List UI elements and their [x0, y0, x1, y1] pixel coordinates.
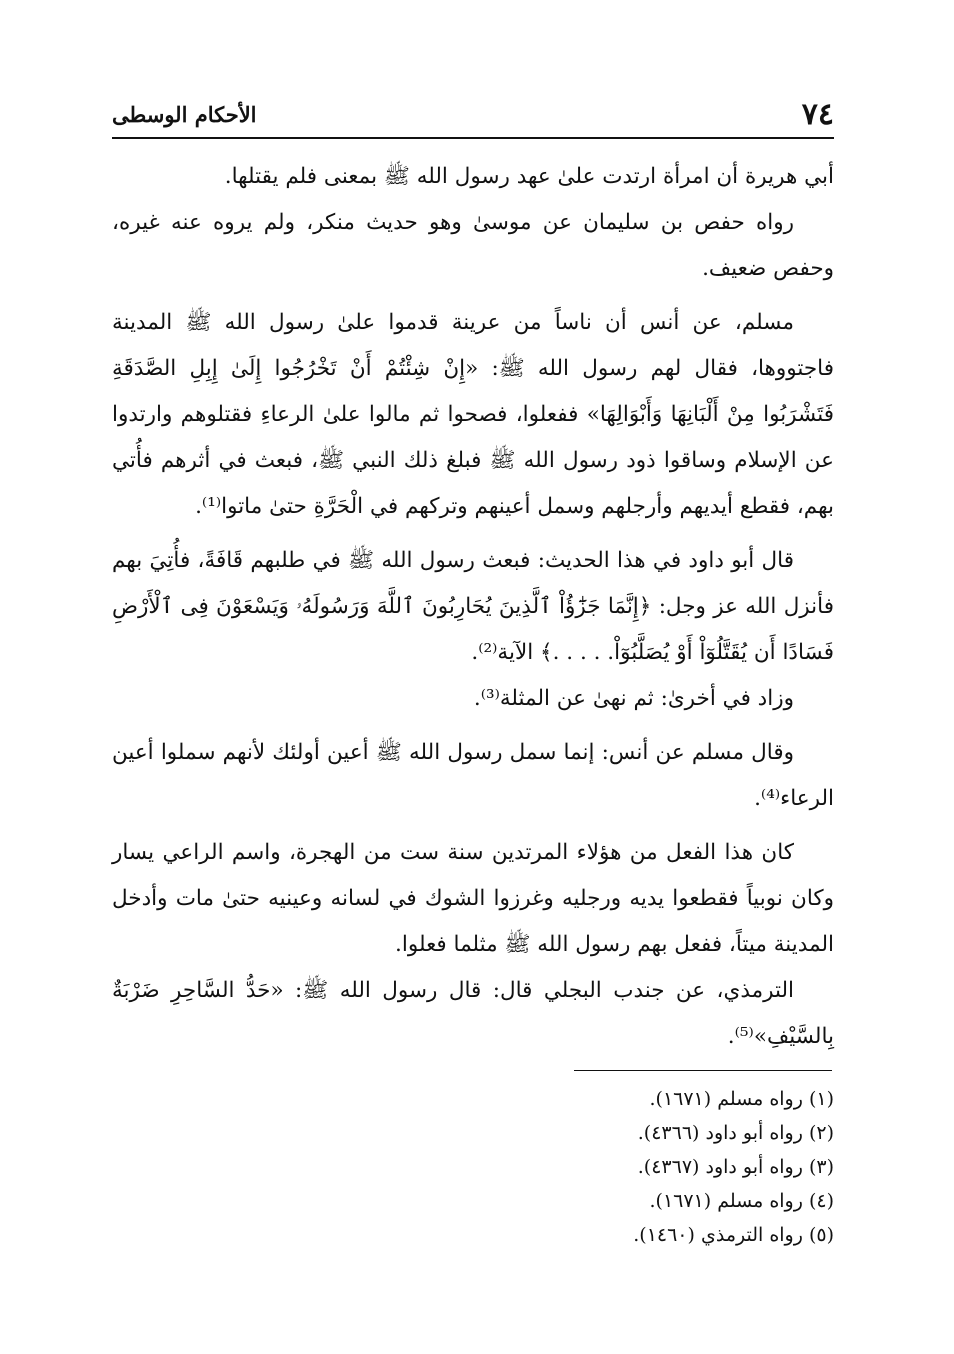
- main-text: [112, 154, 834, 1060]
- footnote: (٣) رواه أبو داود (٤٣٦٧).: [637, 1156, 834, 1178]
- paragraph: رواه حفص بن سليمان عن موسىٰ وهو حديث منكر، ولم يروه عنه غيره، وحفص ضعيف.: [112, 210, 834, 281]
- paragraph: كان هذا الفعل من هؤلاء المرتدين سنة ست من الهجرة، واسم الراعي يسار وكان نوبياً فقطعوا يديه ورجليه وغرزوا الشوك في لسانه وعينيه حتىٰ مات وأدخل المدينة ميتاً، ففعل بهم رسول الله ﷺ مثلما فعلوا.: [112, 840, 834, 957]
- paragraph: وزاد في أخرىٰ: ثم نهىٰ عن المثلة⁽³⁾.: [473, 686, 794, 711]
- paragraph: قال أبو داود في هذا الحديث: فبعث رسول الله ﷺ في طلبهم قَافَةً، فأُتِيَ بهم فأنزل الله عز وجل: ﴿إِنَّمَا جَزَٰٓؤُاْ ٱلَّذِينَ يُحَارِبُونَ ٱللَّهَ وَرَسُولَهُۥ وَيَسْعَوْنَ فِى ٱلْأَرْضِ فَسَادًا أَن يُقَتَّلُوٓاْ أَوْ يُصَلَّبُوٓاْ. . . . .﴾ الآية⁽²⁾.: [112, 548, 834, 665]
- running-title: الأحكام الوسطى: [112, 102, 257, 127]
- footnotes: [434, 1082, 834, 1252]
- page-number: ٧٤: [801, 97, 834, 132]
- paragraph: الترمذي، عن جندب البجلي قال: قال رسول الله ﷺ: «حَدُّ السَّاحِرِ ضَرْبَةٌ بِالسَّيْفِ»⁽⁵⁾.: [112, 978, 834, 1049]
- page-header: [112, 95, 834, 139]
- paragraph: أبي هريرة أن امرأة ارتدت علىٰ عهد رسول الله ﷺ بمعنى فلم يقتلها.: [224, 164, 834, 189]
- paragraph: وقال مسلم عن أنس: إنما سمل رسول الله ﷺ أعين أولئك لأنهم سملوا أعين الرعاء⁽⁴⁾.: [112, 740, 834, 811]
- footnote: (٢) رواه أبو داود (٤٣٦٦).: [637, 1122, 834, 1144]
- footnote-divider: [574, 1070, 832, 1071]
- footnote: (٤) رواه مسلم (١٦٧١).: [649, 1190, 834, 1212]
- footnote: (٥) رواه الترمذي (١٤٦٠).: [633, 1224, 834, 1246]
- paragraph: مسلم، عن أنس أن ناساً من عرينة قدموا علىٰ رسول الله ﷺ المدينة فاجتووها، فقال لهم رسول الله ﷺ: «إِنْ شِئْتُمْ أَنْ تَخْرُجُوا إِلَىٰ إِبِلِ الصَّدَقَةِ فَتَشْرَبُوا مِنْ أَلْبَانِهَا وَأَبْوَالِهَا» ففعلوا، فصحوا ثم مالوا علىٰ الرعاءِ فقتلوهم وارتدوا عن الإسلام وساقوا ذود رسول الله ﷺ فبلغ ذلك النبي ﷺ، فبعث في أثرهم فأُتي بهم، فقطع أيديهم وأرجلهم وسمل أعينهم وتركهم في الْحَرَّةِ حتىٰ ماتوا⁽¹⁾.: [112, 310, 834, 519]
- footnote: (١) رواه مسلم (١٦٧١).: [649, 1088, 834, 1110]
